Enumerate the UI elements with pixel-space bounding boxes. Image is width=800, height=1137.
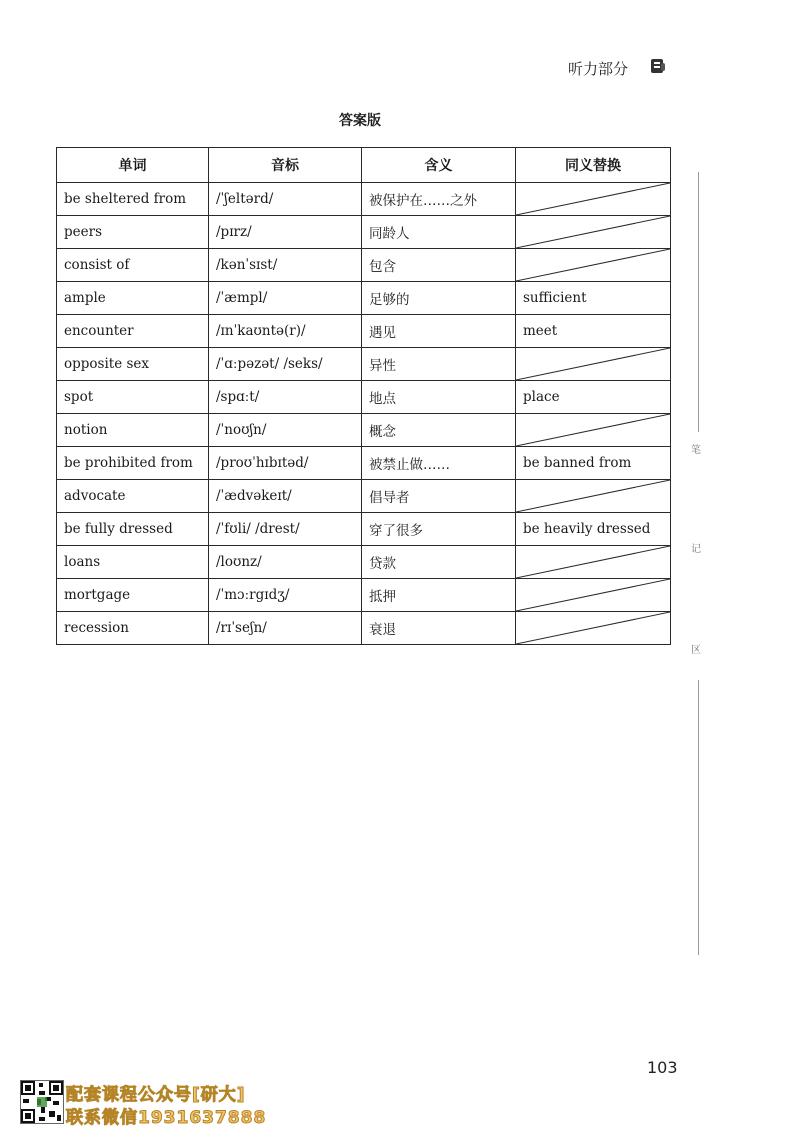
synonym-cell xyxy=(516,381,671,414)
phonetic-cell xyxy=(209,282,362,315)
meaning-cell xyxy=(362,480,516,513)
meaning-cell xyxy=(362,546,516,579)
word-cell xyxy=(57,249,209,282)
page-number: 103 xyxy=(647,1058,678,1077)
meaning-cell-text: 贷款 xyxy=(369,556,396,572)
word-cell-text: peers xyxy=(64,224,103,240)
phonetic-cell xyxy=(209,414,362,447)
phonetic-cell-text: /ˈnoʊʃn/ xyxy=(216,422,267,438)
synonym-cell xyxy=(516,348,671,381)
notes-label-char-2: 记 xyxy=(691,544,701,555)
word-cell xyxy=(57,513,209,546)
empty-cell-diagonal xyxy=(516,546,670,578)
meaning-cell xyxy=(362,414,516,447)
meaning-cell-text: 地点 xyxy=(369,391,396,407)
section-title: 听力部分 xyxy=(568,60,629,78)
meaning-cell xyxy=(362,315,516,348)
phonetic-cell-text: /pɪrz/ xyxy=(216,224,252,240)
meaning-cell xyxy=(362,612,516,645)
meaning-cell-text: 足够的 xyxy=(369,292,410,308)
meaning-cell-text: 概念 xyxy=(369,424,396,440)
phonetic-cell-text: /spɑːt/ xyxy=(216,389,260,405)
synonym-cell xyxy=(516,414,671,447)
notes-margin-line-top xyxy=(698,172,699,432)
meaning-cell-text: 被保护在……之外 xyxy=(369,193,477,209)
word-cell-text: consist of xyxy=(64,257,130,273)
word-cell xyxy=(57,183,209,216)
synonym-cell xyxy=(516,315,671,348)
phonetic-cell xyxy=(209,381,362,414)
word-cell-text: notion xyxy=(64,422,108,438)
synonym-cell xyxy=(516,513,671,546)
phonetic-cell xyxy=(209,348,362,381)
table-row xyxy=(57,579,671,612)
phonetic-cell xyxy=(209,480,362,513)
phonetic-cell xyxy=(209,546,362,579)
word-cell xyxy=(57,480,209,513)
meaning-cell-text: 穿了很多 xyxy=(369,523,423,539)
phonetic-cell xyxy=(209,447,362,480)
word-cell-text: ample xyxy=(64,290,106,306)
phonetic-cell-text: /kənˈsɪst/ xyxy=(216,257,278,273)
meaning-cell xyxy=(362,579,516,612)
synonym-cell-text: meet xyxy=(523,323,558,339)
meaning-cell xyxy=(362,183,516,216)
empty-cell-diagonal xyxy=(516,348,670,380)
meaning-cell xyxy=(362,513,516,546)
meaning-cell-text: 倡导者 xyxy=(369,490,410,506)
word-cell-text: mortgage xyxy=(64,587,131,603)
word-cell xyxy=(57,216,209,249)
phonetic-cell-text: /ˈmɔːrgɪdʒ/ xyxy=(216,587,290,603)
word-cell-text: recession xyxy=(64,620,129,636)
word-cell-text: encounter xyxy=(64,323,134,339)
word-cell xyxy=(57,612,209,645)
meaning-cell-text: 同龄人 xyxy=(369,226,410,242)
meaning-cell xyxy=(362,216,516,249)
word-cell-text: advocate xyxy=(64,488,126,504)
page-title: 答案版 xyxy=(339,113,381,129)
header-word: 单词 xyxy=(57,148,209,183)
synonym-cell xyxy=(516,216,671,249)
table-row xyxy=(57,282,671,315)
synonym-cell xyxy=(516,249,671,282)
word-cell xyxy=(57,348,209,381)
meaning-cell-text: 抵押 xyxy=(369,589,396,605)
empty-cell-diagonal xyxy=(516,414,670,446)
table-row xyxy=(57,513,671,546)
book-ear-icon xyxy=(650,57,666,75)
phonetic-cell xyxy=(209,579,362,612)
synonym-cell-text: be banned from xyxy=(523,455,632,471)
synonym-cell xyxy=(516,612,671,645)
synonym-cell xyxy=(516,282,671,315)
notes-label-char-1: 笔 xyxy=(691,445,701,456)
promo-line-contact: 联系微信1931637888 xyxy=(66,1108,267,1128)
table-row xyxy=(57,315,671,348)
word-cell xyxy=(57,282,209,315)
meaning-cell-text: 包含 xyxy=(369,259,396,275)
phonetic-cell xyxy=(209,183,362,216)
table-row xyxy=(57,348,671,381)
word-cell xyxy=(57,414,209,447)
phonetic-cell-text: /rɪˈseʃn/ xyxy=(216,620,267,636)
synonym-cell xyxy=(516,447,671,480)
meaning-cell-text: 被禁止做…… xyxy=(369,457,450,473)
table-header-row xyxy=(57,148,671,183)
word-cell xyxy=(57,381,209,414)
word-cell xyxy=(57,315,209,348)
empty-cell-diagonal xyxy=(516,249,670,281)
meaning-cell xyxy=(362,381,516,414)
empty-cell-diagonal xyxy=(516,579,670,611)
phonetic-cell-text: /ˈfʊli/ /drest/ xyxy=(216,521,300,537)
meaning-cell-text: 遇见 xyxy=(369,325,396,341)
phonetic-cell xyxy=(209,513,362,546)
table-row xyxy=(57,216,671,249)
meaning-cell xyxy=(362,249,516,282)
header-synonym: 同义替换 xyxy=(516,148,671,183)
empty-cell-diagonal xyxy=(516,216,670,248)
empty-cell-diagonal xyxy=(516,480,670,512)
synonym-cell-text: place xyxy=(523,389,560,405)
qr-code-icon xyxy=(20,1080,64,1124)
table-row xyxy=(57,249,671,282)
synonym-cell-text: be heavily dressed xyxy=(523,521,651,537)
word-cell-text: loans xyxy=(64,554,101,570)
meaning-cell xyxy=(362,348,516,381)
phonetic-cell-text: /loʊnz/ xyxy=(216,554,262,570)
notes-margin-line-bottom xyxy=(698,680,699,955)
phonetic-cell-text: /ˈɑːpəzət/ /seks/ xyxy=(216,356,323,372)
word-cell-text: spot xyxy=(64,389,94,405)
word-cell xyxy=(57,579,209,612)
phonetic-cell-text: /proʊˈhɪbɪtəd/ xyxy=(216,455,309,471)
table-row xyxy=(57,480,671,513)
word-cell-text: be prohibited from xyxy=(64,455,193,471)
phonetic-cell xyxy=(209,315,362,348)
synonym-cell-text: sufficient xyxy=(523,290,587,306)
phonetic-cell xyxy=(209,216,362,249)
phonetic-cell-text: /ˈædvəkeɪt/ xyxy=(216,488,292,504)
phonetic-cell-text: /ɪnˈkaʊntə(r)/ xyxy=(216,323,306,339)
meaning-cell-text: 衰退 xyxy=(369,622,396,638)
table-row xyxy=(57,546,671,579)
word-cell xyxy=(57,447,209,480)
word-cell-text: be fully dressed xyxy=(64,521,173,537)
phonetic-cell-text: /ˈæmpl/ xyxy=(216,290,268,306)
synonym-cell xyxy=(516,480,671,513)
table-row xyxy=(57,183,671,216)
meaning-cell xyxy=(362,447,516,480)
synonym-cell xyxy=(516,546,671,579)
phonetic-cell xyxy=(209,249,362,282)
word-cell xyxy=(57,546,209,579)
notes-label-char-3: 区 xyxy=(691,645,701,656)
table-row xyxy=(57,447,671,480)
table-row xyxy=(57,612,671,645)
table-row xyxy=(57,414,671,447)
phonetic-cell-text: /ˈʃeltərd/ xyxy=(216,191,274,207)
header-phonetic: 音标 xyxy=(209,148,362,183)
vocabulary-table xyxy=(56,147,671,645)
synonym-cell xyxy=(516,579,671,612)
meaning-cell-text: 异性 xyxy=(369,358,396,374)
meaning-cell xyxy=(362,282,516,315)
promo-line-course: 配套课程公众号[研大] xyxy=(66,1085,246,1105)
empty-cell-diagonal xyxy=(516,612,670,644)
synonym-cell xyxy=(516,183,671,216)
empty-cell-diagonal xyxy=(516,183,670,215)
table-row xyxy=(57,381,671,414)
header-meaning: 含义 xyxy=(362,148,516,183)
word-cell-text: be sheltered from xyxy=(64,191,187,207)
word-cell-text: opposite sex xyxy=(64,356,150,372)
phonetic-cell xyxy=(209,612,362,645)
